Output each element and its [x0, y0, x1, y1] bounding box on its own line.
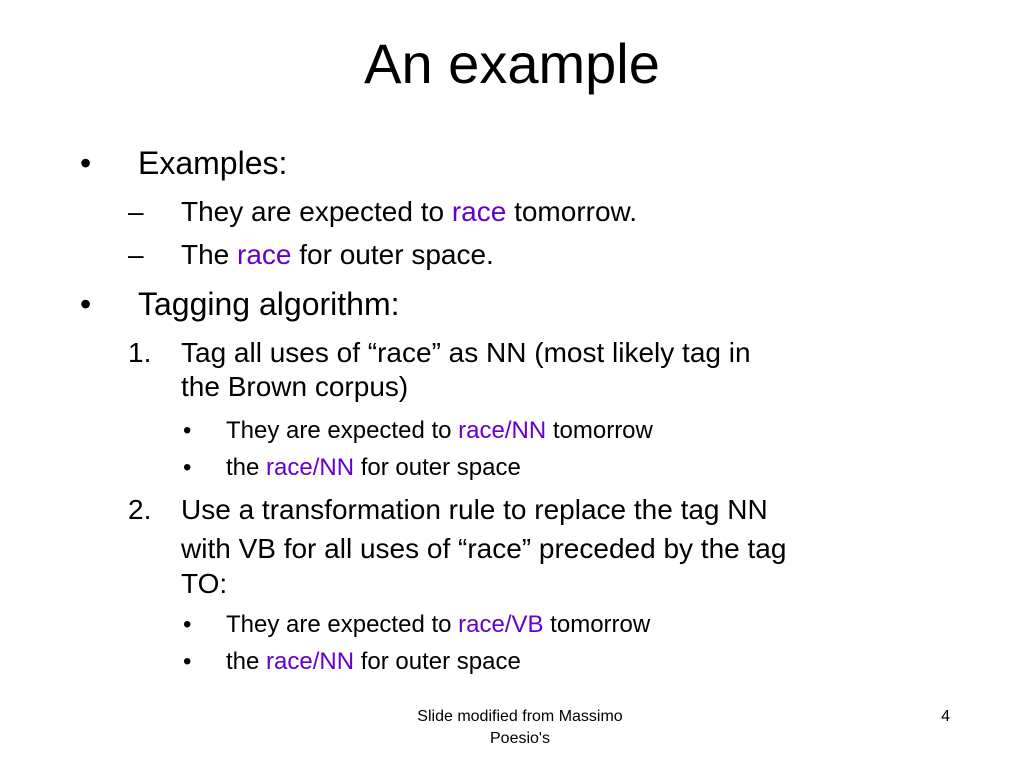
highlight-word: race: [451, 196, 507, 227]
example-text-after: for outer space.: [291, 239, 494, 270]
slide-footer: [370, 706, 670, 750]
step-number: 1.: [128, 337, 152, 368]
step-line: the Brown corpus): [181, 371, 409, 402]
sub-bullet-text: [226, 416, 653, 446]
example-text: [181, 238, 494, 272]
highlight-tag: race/NN: [458, 417, 547, 444]
step-line: Tag all uses of “race” as NN (most likely tag in: [181, 337, 751, 368]
sub-bullet-text: [226, 610, 650, 640]
step-line: Use a transformation rule to replace the tag NN: [181, 494, 768, 525]
sub-bullet-marker: •: [183, 417, 192, 444]
sub-text-before: They are expected to: [226, 417, 459, 444]
example-text-after: tomorrow.: [506, 196, 637, 227]
bullet-marker: •: [80, 145, 92, 181]
sub-bullet-text: [226, 647, 521, 677]
step-number: 2.: [128, 494, 152, 525]
sub-text-before: the: [226, 648, 267, 675]
sub-text-after: for outer space: [354, 648, 521, 675]
example-text: [181, 195, 637, 229]
sub-bullet-marker: •: [183, 611, 192, 638]
highlight-tag: race/NN: [266, 454, 355, 481]
sub-text-before: They are expected to: [226, 611, 459, 638]
bullet-label: Tagging algorithm:: [138, 286, 400, 322]
sub-bullet-marker: •: [183, 648, 192, 675]
sub-text-before: the: [226, 454, 267, 481]
highlight-word: race: [237, 239, 292, 270]
sub-text-after: tomorrow: [546, 417, 653, 444]
bullet-marker: •: [80, 286, 92, 322]
sub-bullet-marker: •: [183, 454, 192, 481]
example-text-before: They are expected to: [181, 196, 452, 227]
footer-line-2: Poesio's: [490, 730, 550, 747]
dash-marker: –: [128, 239, 144, 270]
example-text-before: The: [181, 239, 238, 270]
step-line: TO:: [181, 568, 228, 599]
slide-title: An example: [364, 32, 660, 95]
step-line: with VB for all uses of “race” preceded by the tag: [181, 533, 787, 564]
sub-text-after: for outer space: [354, 454, 521, 481]
footer-line-1: Slide modified from Massimo: [417, 708, 623, 725]
highlight-tag: race/VB: [458, 611, 544, 638]
sub-text-after: tomorrow: [543, 611, 651, 638]
page-number: 4: [941, 708, 950, 725]
sub-bullet-text: [226, 453, 521, 483]
bullet-label: Examples:: [138, 145, 288, 181]
dash-marker: –: [128, 196, 144, 227]
highlight-tag: race/NN: [266, 648, 355, 675]
